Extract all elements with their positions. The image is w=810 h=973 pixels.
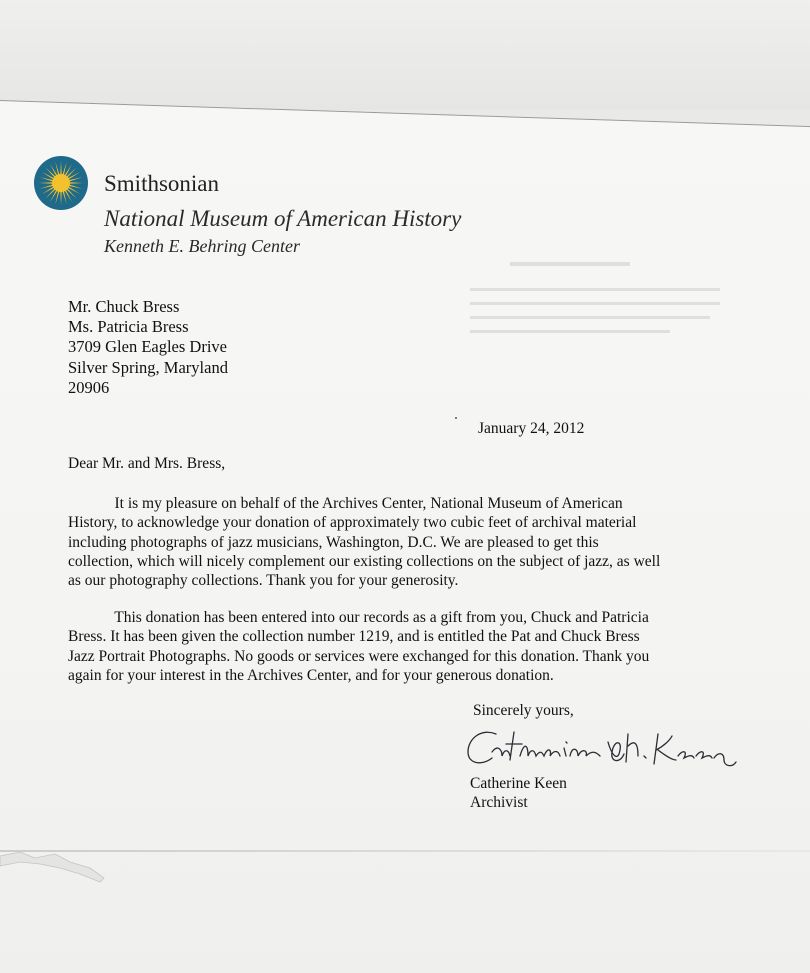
signer-title: Archivist: [470, 794, 528, 811]
museum-name: National Museum of American History: [104, 206, 462, 231]
letter-date: January 24, 2012: [478, 420, 585, 437]
recipient-line: Mr. Chuck Bress: [68, 297, 180, 316]
signer-name: Catherine Keen: [470, 775, 567, 792]
torn-corner: [0, 848, 110, 888]
paper-fold-crease: [0, 850, 810, 852]
paragraph-line: This donation has been entered into our records as a gift from you, Chuck and Patricia: [68, 609, 649, 626]
recipient-line: 3709 Glen Eagles Drive: [68, 337, 227, 357]
reverse-side-show-through: [470, 258, 730, 358]
paragraph-line: It is my pleasure on behalf of the Archives Center, National Museum of American: [68, 495, 623, 512]
body-paragraph: [68, 494, 660, 590]
sunburst-icon: [33, 155, 89, 211]
body-paragraph: [68, 608, 649, 685]
background-surface: [0, 0, 810, 110]
signer-block: [470, 774, 567, 812]
paper-speck: [455, 417, 457, 419]
recipient-line: Silver Spring, Maryland: [68, 357, 228, 377]
paragraph-line: including photographs of jazz musicians, Washington, D.C. We are pleased to get this: [68, 533, 599, 551]
recipient-address: [68, 297, 228, 398]
recipient-line: Ms. Patricia Bress: [68, 317, 189, 337]
salutation: Dear Mr. and Mrs. Bress,: [68, 455, 226, 472]
paragraph-line: History, to acknowledge your donation of approximately two cubic feet of archival material: [68, 514, 637, 532]
paragraph-line: again for your interest in the Archives Center, and for your generous donation.: [68, 666, 554, 684]
paragraph-line: Jazz Portrait Photographs. No goods or services were exchanged for this donation. Thank you: [68, 647, 650, 665]
org-name: Smithsonian: [104, 171, 220, 196]
paragraph-line: as our photography collections. Thank you for your generosity.: [68, 572, 459, 590]
paragraph-line: collection, which will nicely complement our existing collections on the subject of jazz, as well: [68, 552, 661, 570]
paragraph-line: Bress. It has been given the collection number 1219, and is entitled the Pat and Chuck Bress: [68, 628, 640, 646]
center-name: Kenneth E. Behring Center: [104, 236, 300, 256]
closing: Sincerely yours,: [473, 702, 574, 719]
recipient-line: 20906: [68, 377, 110, 397]
handwritten-signature: [462, 722, 738, 782]
